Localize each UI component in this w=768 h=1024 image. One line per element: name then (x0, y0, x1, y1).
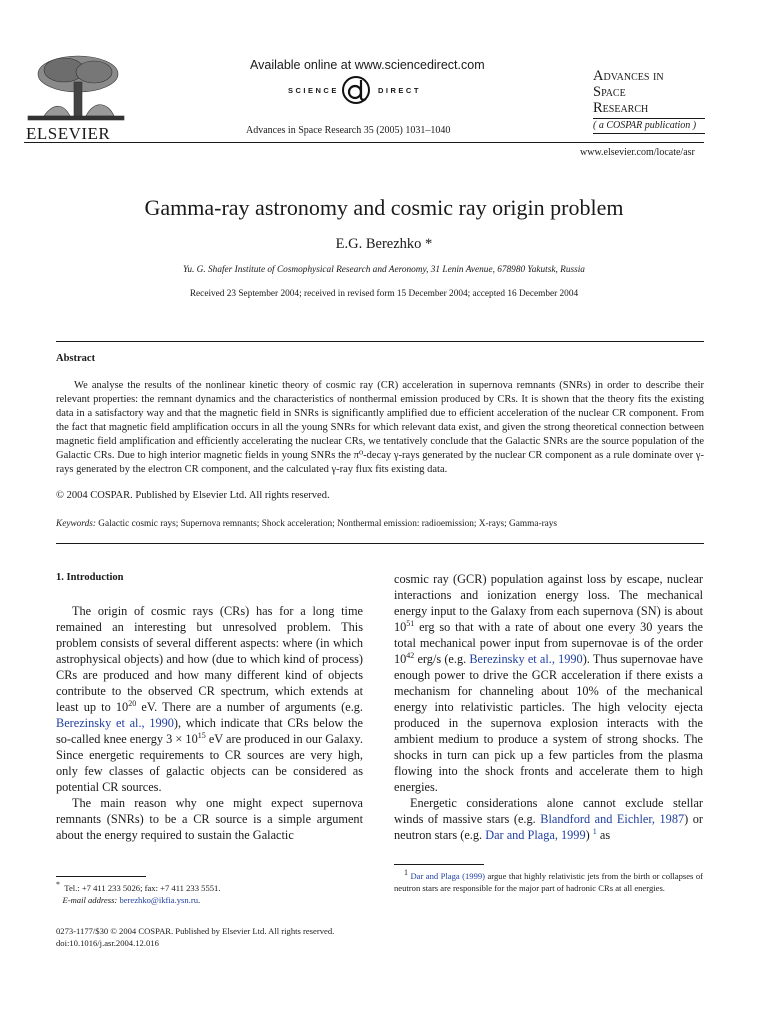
header-divider (24, 142, 704, 143)
right-footnote-rule (394, 864, 484, 865)
intro-p1-text-a: The origin of cosmic rays (CRs) has for a long time remained an interesting but unresolved problem. This problem consists of several different aspects: where (in which astrophysical objects) and how (due to which kind of process) CRs are produced and how many different kind of objects contribute to the observed CR spectrum, which extends at least up to 10 (56, 604, 363, 714)
intro-paragraph-1 (56, 603, 363, 795)
right-p1-text-a: cosmic ray (GCR) population against loss by escape, nuclear interactions and ionization energy loss. The mechanical energy input to the Galaxy from each supernova (SN) is about 10 (394, 572, 703, 634)
intro-p1-text-b: eV. There are a number of arguments (e.g. (136, 700, 363, 714)
citation-link-berezinsky-1[interactable]: Berezinsky et al., 1990 (56, 716, 174, 730)
author-contact-line (56, 882, 356, 894)
article-title: Gamma-ray astronomy and cosmic ray origin problem (144, 195, 624, 220)
author-affiliation: Yu. G. Shafer Institute of Cosmophysical Research and Aeronomy, 31 Lenin Avenue, 678980 Yakutsk, Russia (183, 265, 585, 275)
keywords-list: Galactic cosmic rays; Supernova remnants; Shock acceleration; Nonthermal emission: radioemission; X-rays; Gamma-rays (98, 519, 558, 529)
abstract-copyright: © 2004 COSPAR. Published by Elsevier Ltd. All rights reserved. (56, 490, 330, 501)
left-column (56, 603, 363, 843)
citation-link-blandford[interactable]: Blandford and Eichler, 1987 (540, 812, 685, 826)
journal-subtitle: ( a COSPAR publication ) (593, 120, 697, 131)
intro-p1-sup-1: 20 (128, 699, 137, 708)
journal-title-line3: Research (593, 100, 649, 116)
abstract-body (56, 379, 704, 477)
journal-citation: Advances in Space Research 35 (2005) 1031–1040 (246, 125, 451, 136)
available-online-text[interactable]: Available online at www.sciencedirect.com (250, 58, 485, 72)
keywords-label: Keywords: (56, 519, 96, 529)
intro-p1-sup-2: 15 (197, 731, 206, 740)
author-footnote (56, 882, 356, 906)
abstract-bottom-rule (56, 543, 704, 544)
sciencedirect-right-word: DIRECT (378, 86, 421, 95)
intro-p1-text-d: eV are produced in our Galaxy. Since energetic requirements to CR sources are very high, only few classes of galactic objects can be considered as potential CR sources. (56, 732, 363, 794)
footnote-1-text: argue that highly relativistic jets from the birth or collapses of neutron stars are responsible for the major part of hadronic CRs at all energies. (394, 871, 703, 893)
right-p1-sup-1: 51 (406, 619, 415, 628)
citation-link-dar-plaga[interactable]: Dar and Plaga, 1999 (485, 828, 586, 842)
footer-issn-copyright: 0273-1177/$30 © 2004 COSPAR. Published by Elsevier Ltd. All rights reserved. (56, 926, 335, 936)
intro-p2-text: The main reason why one might expect supernova remnants (SNRs) to be a CR source is a simple argument about the energy required to sustain the Galactic (56, 796, 363, 842)
footnote-1 (394, 870, 703, 894)
footnote-marker-1[interactable]: 1 (592, 827, 597, 836)
journal-title-line1: Advances in (593, 68, 664, 84)
right-p1-text-b: erg so that with a rate of about one every 30 years the total mechanical power input from supernovae is of the order 10 (394, 620, 703, 666)
sciencedirect-logo-icon (338, 72, 374, 108)
page-footer (56, 925, 334, 949)
right-p2-text-b: ) or neutron stars (e.g. (394, 812, 703, 842)
left-footnote-rule (56, 876, 146, 877)
intro-heading: 1. Introduction (56, 572, 124, 583)
right-p2-text-d: as (596, 828, 611, 842)
right-p1-sup-2: 42 (406, 651, 415, 660)
right-paragraph-2 (394, 795, 703, 843)
right-p1-text-d: ). Thus supernovae have enough power to drive the GCR acceleration if there exists a mechanism for channeling about 10% of the mechanical energy into relativistic particles. The high velocity ejecta produced in the supernova explosion interacts with the ambient medium to produce a system of strong shocks. The shocks in turn can pick up a few particles from the plasma flowing into the shock fronts and accelerate them to high energies. (394, 652, 703, 794)
author-email-link[interactable]: berezhko@ikfia.ysn.ru (119, 895, 198, 905)
intro-paragraph-2 (56, 795, 363, 843)
author-phone-fax: Tel.: +7 411 233 5026; fax: +7 411 233 5551. (64, 883, 221, 893)
journal-sub-rule-top (593, 118, 705, 119)
abstract-heading: Abstract (56, 353, 96, 364)
abstract-body-text: We analyse the results of the nonlinear kinetic theory of cosmic ray (CR) acceleration in supernova remnants (SNRs) in order to describe their relevant properties: the remnant dynamics and the characteristics of nonthermal emission produced by CRs. It is shown that the theory fits the existing data in a satisfactory way and that the magnetic field in SNRs is significantly amplified due to efficient acceleration of the nuclear CR component. From the fact that magnetic field amplification occurs in all the young SNRs for which relevant data exist, and given the strong theoretical connection between magnetic field amplification and efficiently accelerating the nuclear CRs, we tentatively conclude that the Galactic SNRs are the source population of the Galactic CRs. Due to high interior magnetic fields in young SNRs the π⁰-decay γ-rays generated by the nuclear CR component as a rule dominate over γ-rays generated by the electron CR component, and the calculated γ-ray flux fits existing data. (56, 380, 704, 475)
right-p2-text-a: Energetic considerations alone cannot exclude stellar winds of massive stars (e.g. (394, 796, 703, 826)
footnote-1-citation-link[interactable]: Dar and Plaga (1999) (410, 871, 486, 881)
journal-sub-rule-bottom (593, 133, 705, 134)
footnote-star-marker: * (56, 880, 60, 889)
right-paragraph-1 (394, 571, 703, 795)
email-label: E-mail address: (62, 895, 118, 905)
article-author: E.G. Berezhko * (335, 236, 433, 252)
author-email-line: E-mail address: berezhko@ikfia.ysn.ru. (62, 895, 201, 905)
citation-link-berezinsky-2[interactable]: Berezinsky et al., 1990 (469, 652, 583, 666)
abstract-top-rule (56, 341, 704, 342)
sciencedirect-left-word: SCIENCE (288, 86, 339, 95)
intro-p1-text-c: ), which indicate that CRs below the so-called knee energy 3 × 10 (56, 716, 363, 746)
footer-doi: doi:10.1016/j.asr.2004.12.016 (56, 938, 159, 948)
received-dates: Received 23 September 2004; received in revised form 15 December 2004; accepted 16 December 2004 (189, 289, 579, 299)
footnote-1-marker: 1 (404, 868, 408, 877)
right-column (394, 571, 703, 843)
right-p2-text-c: ) (585, 828, 590, 842)
publisher-name: ELSEVIER (26, 124, 111, 143)
keywords-line (56, 519, 557, 529)
right-p1-text-c: erg/s (e.g. (414, 652, 470, 666)
journal-title-line2: Space (593, 84, 626, 100)
journal-url[interactable]: www.elsevier.com/locate/asr (580, 147, 695, 158)
journal-title (593, 68, 664, 116)
